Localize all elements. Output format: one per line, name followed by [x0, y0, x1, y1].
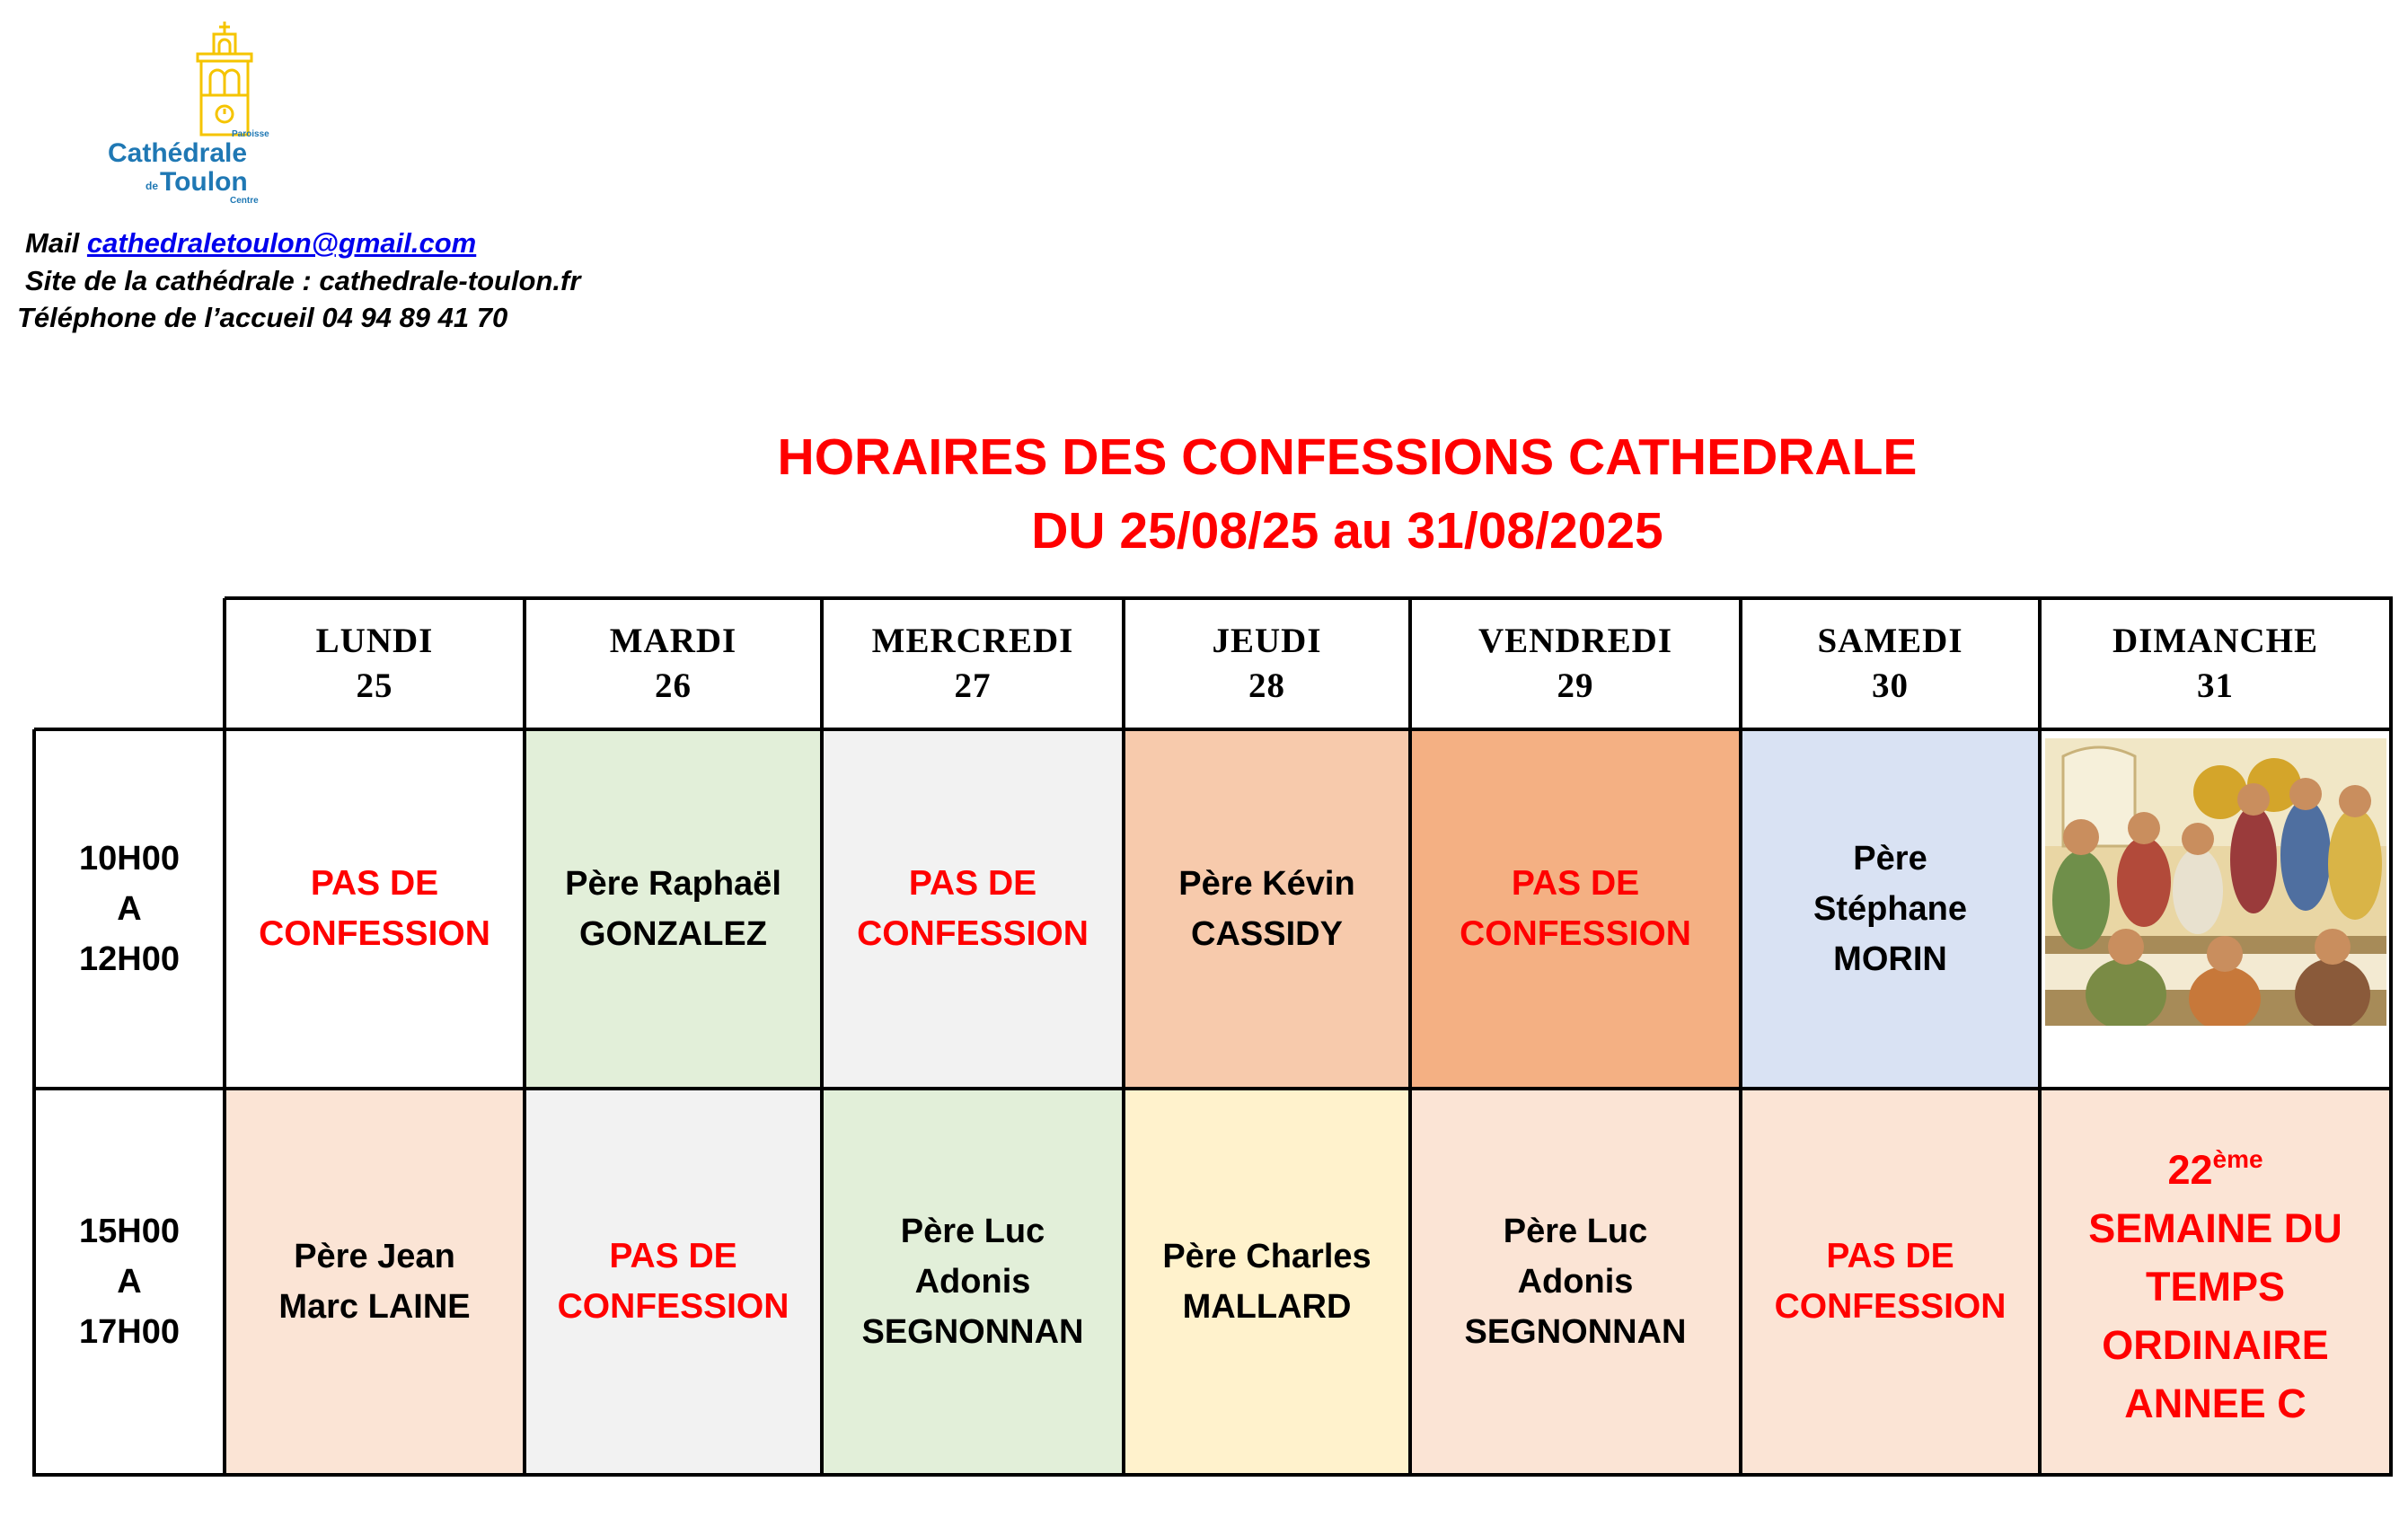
ordinal-number: 22: [2167, 1146, 2213, 1193]
contact-mail: [25, 227, 476, 260]
no-confession-line: PAS DE: [1511, 864, 1640, 903]
day-number: 31: [2197, 666, 2234, 705]
priest-name-line: Marc LAINE: [278, 1288, 471, 1326]
grid-line: [2389, 598, 2393, 1477]
liturgical-note-line: ANNEE C: [2124, 1380, 2307, 1426]
mail-link[interactable]: cathedraletoulon@gmail.com: [86, 227, 477, 259]
grid-line: [1122, 598, 1125, 1477]
morning-cell-mardi: [525, 729, 822, 1089]
morning-cell-jeudi: [1124, 729, 1410, 1089]
day-number: 25: [356, 666, 393, 705]
priest-name-line: Père Jean: [294, 1238, 455, 1275]
time-line: A: [117, 890, 142, 928]
day-name: VENDREDI: [1477, 622, 1673, 660]
priest-name-line: SEGNONNAN: [1464, 1313, 1687, 1351]
logo-text-de: de: [146, 180, 159, 192]
contact-site: Site de la cathédrale : cathedrale-toulon.fr: [25, 265, 581, 296]
priest-name-line: GONZALEZ: [579, 915, 767, 953]
priest-name-line: Père: [1853, 840, 1927, 878]
sunday-liturgical-note: [2040, 1089, 2391, 1475]
day-header-lundi: [225, 598, 525, 729]
time-line: 17H00: [79, 1313, 180, 1351]
contact-phone: Téléphone de l’accueil 04 94 89 41 70: [17, 302, 508, 333]
day-header-mercredi: [822, 598, 1124, 729]
afternoon-cell-mercredi: [822, 1089, 1124, 1475]
liturgical-note-line: TEMPS: [2145, 1263, 2286, 1310]
logo-text-cathedrale: Cathédrale: [108, 138, 248, 168]
no-confession-line: CONFESSION: [557, 1287, 789, 1326]
confession-schedule-table: [34, 598, 2391, 1475]
day-name: MERCREDI: [871, 622, 1074, 660]
time-line: 10H00: [79, 840, 180, 878]
priest-name-line: Père Raphaël: [565, 865, 781, 903]
priest-name-line: SEGNONNAN: [861, 1313, 1084, 1351]
no-confession-line: CONFESSION: [1774, 1287, 2007, 1326]
day-header-dimanche: [2040, 598, 2391, 729]
time-slot-afternoon: [34, 1089, 225, 1475]
afternoon-cell-mardi: [525, 1089, 822, 1475]
liturgical-note-line: SEMAINE DU: [2088, 1204, 2342, 1251]
day-number: 27: [954, 666, 992, 705]
page-title-line2: DU 25/08/25 au 31/08/2025: [1031, 502, 1663, 560]
grid-line: [1408, 598, 1412, 1477]
no-confession-line: CONFESSION: [1460, 914, 1691, 953]
liturgical-note-line: ORDINAIRE: [2102, 1321, 2329, 1368]
priest-name-line: Père Charles: [1162, 1238, 1372, 1275]
day-name: LUNDI: [315, 622, 434, 660]
grid-line: [820, 598, 824, 1477]
priest-name-line: Père Luc: [900, 1213, 1045, 1250]
priest-name-line: MORIN: [1833, 940, 1947, 978]
day-number: 30: [1872, 666, 1909, 705]
grid-line: [223, 598, 226, 1477]
priest-name-line: Stéphane: [1813, 890, 1968, 928]
time-line: A: [117, 1263, 142, 1301]
grid-line: [32, 729, 36, 1477]
sunday-gospel-illustration: [2040, 729, 2391, 1089]
logo-text-centre: Centre: [230, 196, 259, 206]
afternoon-cell-lundi: [225, 1089, 525, 1475]
priest-name-line: Adonis: [914, 1263, 1031, 1301]
priest-name-line: MALLARD: [1182, 1288, 1352, 1326]
grid-line: [523, 598, 526, 1477]
morning-cell-samedi: [1741, 729, 2040, 1089]
afternoon-cell-samedi: [1741, 1089, 2040, 1475]
morning-cell-lundi: [225, 729, 525, 1089]
gospel-scene-icon: [2045, 738, 2386, 1026]
morning-cell-mercredi: [822, 729, 1124, 1089]
afternoon-cell-jeudi: [1124, 1089, 1410, 1475]
priest-name-line: Adonis: [1517, 1263, 1634, 1301]
day-number: 29: [1557, 666, 1594, 705]
priest-name-line: Père Kévin: [1178, 865, 1355, 903]
day-header-mardi: [525, 598, 822, 729]
no-confession-line: PAS DE: [609, 1237, 737, 1275]
no-confession-line: PAS DE: [310, 864, 439, 903]
day-name: DIMANCHE: [2113, 622, 2318, 660]
no-confession-line: CONFESSION: [259, 914, 490, 953]
day-number: 26: [655, 666, 692, 705]
day-header-samedi: [1741, 598, 2040, 729]
no-confession-line: PAS DE: [1826, 1237, 1954, 1275]
week-ordinal: [2167, 1132, 2262, 1199]
day-name: JEUDI: [1212, 622, 1322, 660]
day-header-vendredi: [1410, 598, 1741, 729]
time-line: 15H00: [79, 1213, 180, 1250]
priest-name-line: CASSIDY: [1191, 915, 1343, 953]
afternoon-cell-vendredi: [1410, 1089, 1741, 1475]
grid-line: [225, 596, 2393, 600]
time-line: 12H00: [79, 940, 180, 978]
page-title-line1: HORAIRES DES CONFESSIONS CATHEDRALE: [777, 428, 1918, 486]
mail-label: Mail: [25, 227, 80, 259]
day-number: 28: [1248, 666, 1285, 705]
grid-line: [1739, 598, 1742, 1477]
cathedral-tower-icon: [189, 20, 260, 137]
morning-cell-vendredi: [1410, 729, 1741, 1089]
logo-text-toulon: Toulon: [160, 167, 248, 197]
day-header-jeudi: [1124, 598, 1410, 729]
day-name: MARDI: [609, 622, 737, 660]
grid-line: [2038, 598, 2042, 1477]
day-name: SAMEDI: [1817, 622, 1963, 660]
priest-name-line: Père Luc: [1503, 1213, 1648, 1250]
no-confession-line: PAS DE: [908, 864, 1037, 903]
time-slot-morning: [34, 729, 225, 1089]
no-confession-line: CONFESSION: [857, 914, 1089, 953]
ordinal-suffix: ème: [2212, 1144, 2263, 1173]
parish-logo: [108, 20, 269, 216]
logo-text-paroisse: Paroisse: [232, 129, 269, 139]
